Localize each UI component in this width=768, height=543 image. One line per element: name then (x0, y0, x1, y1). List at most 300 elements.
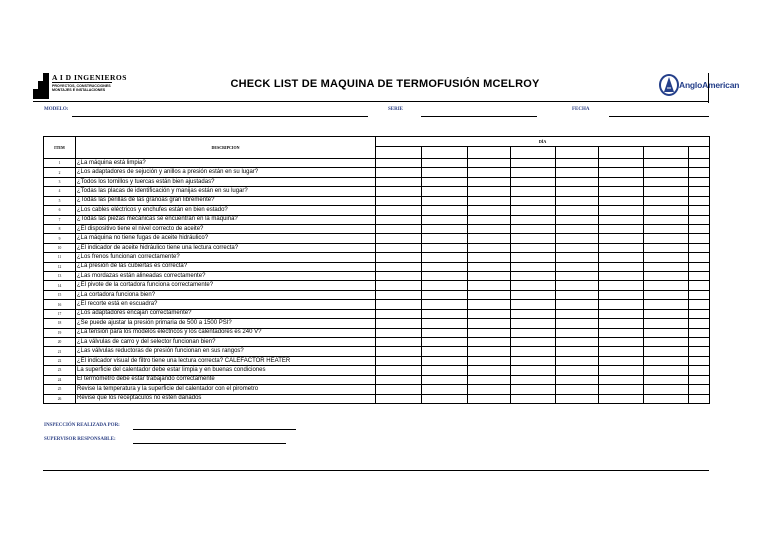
check-cell[interactable] (689, 206, 710, 215)
check-cell[interactable] (599, 366, 644, 375)
check-cell[interactable] (511, 366, 556, 375)
check-cell[interactable] (468, 338, 511, 347)
item-number: 5 (44, 196, 76, 205)
check-cell[interactable] (556, 234, 599, 243)
dia-col-7 (644, 147, 689, 159)
check-cell[interactable] (511, 206, 556, 215)
check-cell[interactable] (689, 300, 710, 309)
check-cell[interactable] (599, 243, 644, 252)
check-cell[interactable] (468, 177, 511, 186)
check-cell[interactable] (511, 281, 556, 290)
check-cell[interactable] (644, 309, 689, 318)
table-row (44, 375, 710, 384)
table-row (44, 281, 710, 290)
table-row (44, 253, 710, 262)
table-row (44, 300, 710, 309)
check-cell[interactable] (689, 319, 710, 328)
check-cell[interactable] (644, 300, 689, 309)
check-cell[interactable] (422, 224, 468, 233)
check-cell[interactable] (644, 375, 689, 384)
anglo-american-mark-icon (658, 73, 680, 97)
item-number: 9 (44, 234, 76, 243)
check-cell[interactable] (556, 159, 599, 168)
check-cell[interactable] (422, 338, 468, 347)
check-cell[interactable] (599, 206, 644, 215)
check-cell[interactable] (422, 272, 468, 281)
check-cell[interactable] (511, 253, 556, 262)
check-cell[interactable] (556, 347, 599, 356)
fecha-label: FECHA (572, 107, 590, 112)
check-cell[interactable] (689, 394, 710, 403)
item-description: ¿Las válvulas reductoras de presión funcionan en sus rangos? (76, 347, 376, 356)
check-cell[interactable] (511, 338, 556, 347)
item-description: ¿Los adaptadores encajan correctamente? (76, 309, 376, 318)
check-cell[interactable] (689, 281, 710, 290)
check-cell[interactable] (644, 196, 689, 205)
table-row (44, 366, 710, 375)
check-cell[interactable] (556, 385, 599, 394)
check-cell[interactable] (689, 272, 710, 281)
item-description: El termómetro debe estar trabajando correctamente (76, 375, 376, 384)
check-cell[interactable] (468, 300, 511, 309)
check-cell[interactable] (689, 187, 710, 196)
check-cell[interactable] (468, 234, 511, 243)
check-cell[interactable] (511, 319, 556, 328)
table-row (44, 338, 710, 347)
check-cell[interactable] (468, 356, 511, 365)
table-row (44, 272, 710, 281)
fecha-line[interactable] (609, 116, 709, 117)
check-cell[interactable] (468, 290, 511, 299)
check-cell[interactable] (644, 224, 689, 233)
checklist-body (44, 159, 710, 404)
check-cell[interactable] (376, 253, 422, 262)
check-cell[interactable] (422, 243, 468, 252)
tagline-line-1: PROYECTOS, CONSTRUCCIONES (52, 84, 111, 88)
check-cell[interactable] (644, 347, 689, 356)
check-cell[interactable] (468, 281, 511, 290)
check-cell[interactable] (599, 300, 644, 309)
table-row (44, 234, 710, 243)
check-cell[interactable] (468, 243, 511, 252)
check-cell[interactable] (376, 356, 422, 365)
check-cell[interactable] (422, 319, 468, 328)
check-cell[interactable] (376, 234, 422, 243)
page-title: CHECK LIST DE MAQUINA DE TERMOFUSIÓN MCELROY (230, 78, 540, 90)
check-cell[interactable] (599, 338, 644, 347)
check-cell[interactable] (376, 309, 422, 318)
check-cell[interactable] (599, 159, 644, 168)
dia-col-6 (599, 147, 644, 159)
check-cell[interactable] (599, 224, 644, 233)
item-description: ¿Todas las placas de identificación y manijas están en su lugar? (76, 187, 376, 196)
check-cell[interactable] (511, 300, 556, 309)
item-description: ¿Los adaptadores de sejución y anillos a presión están en su lugar? (76, 168, 376, 177)
check-cell[interactable] (376, 224, 422, 233)
table-row (44, 243, 710, 252)
check-cell[interactable] (599, 262, 644, 271)
check-cell[interactable] (376, 319, 422, 328)
check-cell[interactable] (376, 196, 422, 205)
check-cell[interactable] (644, 394, 689, 403)
check-cell[interactable] (511, 215, 556, 224)
check-cell[interactable] (376, 375, 422, 384)
check-cell[interactable] (556, 243, 599, 252)
check-cell[interactable] (511, 187, 556, 196)
item-number: 6 (44, 206, 76, 215)
item-description: ¿El dispositivo tiene el nivel correcto de aceite? (76, 224, 376, 233)
check-cell[interactable] (689, 168, 710, 177)
check-cell[interactable] (599, 375, 644, 384)
check-cell[interactable] (468, 224, 511, 233)
check-cell[interactable] (422, 375, 468, 384)
table-row (44, 177, 710, 186)
check-cell[interactable] (376, 177, 422, 186)
check-cell[interactable] (422, 300, 468, 309)
check-cell[interactable] (556, 319, 599, 328)
item-number: 2 (44, 168, 76, 177)
check-cell[interactable] (468, 394, 511, 403)
check-cell[interactable] (644, 272, 689, 281)
check-cell[interactable] (556, 356, 599, 365)
item-description: ¿La tensión para los modelos eléctricos y los calentadores es 240 V? (76, 328, 376, 337)
check-cell[interactable] (689, 385, 710, 394)
check-cell[interactable] (422, 347, 468, 356)
item-number: 17 (44, 309, 76, 318)
check-cell[interactable] (511, 328, 556, 337)
table-row (44, 187, 710, 196)
item-number: 14 (44, 281, 76, 290)
check-cell[interactable] (376, 338, 422, 347)
check-cell[interactable] (422, 328, 468, 337)
check-cell[interactable] (689, 375, 710, 384)
check-cell[interactable] (556, 196, 599, 205)
check-cell[interactable] (556, 309, 599, 318)
table-row (44, 262, 710, 271)
item-number: 26 (44, 394, 76, 403)
dia-header: DÍA (376, 137, 710, 147)
check-cell[interactable] (556, 253, 599, 262)
table-row (44, 215, 710, 224)
check-cell[interactable] (422, 253, 468, 262)
checklist-table (43, 136, 710, 404)
check-cell[interactable] (599, 356, 644, 365)
check-cell[interactable] (689, 196, 710, 205)
check-cell[interactable] (689, 262, 710, 271)
check-cell[interactable] (511, 168, 556, 177)
item-number: 10 (44, 243, 76, 252)
table-row (44, 159, 710, 168)
dia-col-4 (511, 147, 556, 159)
check-cell[interactable] (689, 328, 710, 337)
check-cell[interactable] (644, 366, 689, 375)
check-cell[interactable] (422, 187, 468, 196)
check-cell[interactable] (556, 281, 599, 290)
check-cell[interactable] (644, 385, 689, 394)
check-cell[interactable] (599, 196, 644, 205)
check-cell[interactable] (599, 168, 644, 177)
item-description: ¿Todos los tornillos y tuercas están bien ajustadas? (76, 177, 376, 186)
check-cell[interactable] (644, 328, 689, 337)
check-cell[interactable] (511, 262, 556, 271)
item-number: 15 (44, 290, 76, 299)
check-cell[interactable] (422, 206, 468, 215)
check-cell[interactable] (422, 366, 468, 375)
item-number: 4 (44, 187, 76, 196)
item-number: 12 (44, 262, 76, 271)
check-cell[interactable] (599, 187, 644, 196)
item-number: 20 (44, 338, 76, 347)
check-cell[interactable] (689, 243, 710, 252)
check-cell[interactable] (422, 290, 468, 299)
table-row (44, 309, 710, 318)
check-cell[interactable] (689, 309, 710, 318)
check-cell[interactable] (376, 215, 422, 224)
check-cell[interactable] (468, 347, 511, 356)
check-cell[interactable] (468, 168, 511, 177)
check-cell[interactable] (376, 168, 422, 177)
item-number: 19 (44, 328, 76, 337)
check-cell[interactable] (468, 272, 511, 281)
check-cell[interactable] (468, 328, 511, 337)
client-logo-text: AngloAmerican (679, 80, 740, 90)
check-cell[interactable] (511, 234, 556, 243)
inspeccion-line[interactable] (133, 429, 296, 430)
item-description: ¿Los frenos funcionan correctamente? (76, 253, 376, 262)
check-cell[interactable] (689, 159, 710, 168)
check-cell[interactable] (599, 385, 644, 394)
item-description: ¿Los cables eléctricos y enchufes están en bien estado? (76, 206, 376, 215)
table-row (44, 224, 710, 233)
check-cell[interactable] (376, 347, 422, 356)
check-cell[interactable] (689, 366, 710, 375)
company-name: A I D INGENIEROS (52, 73, 127, 82)
check-cell[interactable] (468, 319, 511, 328)
check-cell[interactable] (599, 319, 644, 328)
check-cell[interactable] (422, 159, 468, 168)
item-header: ITEM (44, 137, 76, 159)
serie-line[interactable] (421, 116, 537, 117)
check-cell[interactable] (468, 309, 511, 318)
check-cell[interactable] (556, 300, 599, 309)
check-cell[interactable] (599, 272, 644, 281)
check-cell[interactable] (468, 196, 511, 205)
check-cell[interactable] (644, 177, 689, 186)
table-row (44, 394, 710, 403)
description-header: DESCRIPCION (76, 137, 376, 159)
check-cell[interactable] (511, 243, 556, 252)
check-cell[interactable] (422, 385, 468, 394)
check-cell[interactable] (689, 234, 710, 243)
tagline-line-2: MONTAJES E INSTALACIONES (52, 88, 106, 92)
item-number: 23 (44, 366, 76, 375)
check-cell[interactable] (644, 338, 689, 347)
check-cell[interactable] (376, 366, 422, 375)
item-description: ¿La presión de las cubiertas es correcta? (76, 262, 376, 271)
check-cell[interactable] (599, 309, 644, 318)
check-cell[interactable] (599, 253, 644, 262)
header-right-border (708, 73, 709, 103)
check-cell[interactable] (376, 187, 422, 196)
check-cell[interactable] (556, 375, 599, 384)
check-cell[interactable] (422, 356, 468, 365)
check-cell[interactable] (689, 215, 710, 224)
item-description: ¿La máquina no tiene fugas de aceite hidráulico? (76, 234, 376, 243)
check-cell[interactable] (511, 356, 556, 365)
check-cell[interactable] (511, 385, 556, 394)
check-cell[interactable] (644, 159, 689, 168)
check-cell[interactable] (422, 281, 468, 290)
check-cell[interactable] (468, 385, 511, 394)
check-cell[interactable] (376, 272, 422, 281)
check-cell[interactable] (689, 177, 710, 186)
company-tagline (52, 84, 111, 92)
check-cell[interactable] (689, 253, 710, 262)
item-description: ¿El recorte está en escuadra? (76, 300, 376, 309)
header-divider (33, 101, 709, 102)
check-cell[interactable] (422, 168, 468, 177)
check-cell[interactable] (468, 206, 511, 215)
check-cell[interactable] (556, 187, 599, 196)
check-cell[interactable] (376, 206, 422, 215)
check-cell[interactable] (468, 375, 511, 384)
item-description: ¿La válvulas de carro y del selector funcionan bien? (76, 338, 376, 347)
check-cell[interactable] (599, 394, 644, 403)
item-description: ¿El pivote de la cortadora funciona correctamente? (76, 281, 376, 290)
check-cell[interactable] (556, 262, 599, 271)
check-cell[interactable] (376, 394, 422, 403)
dia-col-5 (556, 147, 599, 159)
check-cell[interactable] (511, 375, 556, 384)
check-cell[interactable] (556, 290, 599, 299)
check-cell[interactable] (689, 338, 710, 347)
check-cell[interactable] (599, 234, 644, 243)
check-cell[interactable] (556, 328, 599, 337)
check-cell[interactable] (511, 159, 556, 168)
check-cell[interactable] (468, 253, 511, 262)
check-cell[interactable] (422, 309, 468, 318)
check-cell[interactable] (422, 262, 468, 271)
table-row (44, 356, 710, 365)
item-description: ¿Todas las piezas mecánicas se encuentran en la máquina? (76, 215, 376, 224)
check-cell[interactable] (644, 206, 689, 215)
check-cell[interactable] (644, 290, 689, 299)
check-cell[interactable] (689, 347, 710, 356)
item-description: ¿Se puede ajustar la presión primaria de 500 a 1500 PSI? (76, 319, 376, 328)
check-cell[interactable] (511, 224, 556, 233)
serie-label: SERIE (388, 107, 404, 112)
check-cell[interactable] (468, 187, 511, 196)
check-cell[interactable] (422, 234, 468, 243)
check-cell[interactable] (376, 290, 422, 299)
modelo-line[interactable] (72, 116, 368, 117)
item-number: 8 (44, 224, 76, 233)
item-description: ¿Todas las perillas de las granoas gran libremente? (76, 196, 376, 205)
check-cell[interactable] (422, 215, 468, 224)
check-cell[interactable] (468, 366, 511, 375)
check-cell[interactable] (556, 272, 599, 281)
check-cell[interactable] (556, 168, 599, 177)
check-cell[interactable] (422, 196, 468, 205)
check-cell[interactable] (599, 328, 644, 337)
check-cell[interactable] (511, 347, 556, 356)
check-cell[interactable] (599, 215, 644, 224)
check-cell[interactable] (599, 347, 644, 356)
item-number: 13 (44, 272, 76, 281)
check-cell[interactable] (644, 243, 689, 252)
check-cell[interactable] (468, 215, 511, 224)
check-cell[interactable] (556, 366, 599, 375)
modelo-label: MODELO: (44, 107, 69, 112)
check-cell[interactable] (376, 385, 422, 394)
item-number: 24 (44, 375, 76, 384)
table-row (44, 196, 710, 205)
check-cell[interactable] (556, 338, 599, 347)
check-cell[interactable] (511, 394, 556, 403)
dia-col-8 (689, 147, 710, 159)
check-cell[interactable] (468, 262, 511, 271)
check-cell[interactable] (511, 196, 556, 205)
check-cell[interactable] (376, 328, 422, 337)
check-cell[interactable] (511, 290, 556, 299)
check-cell[interactable] (556, 224, 599, 233)
check-cell[interactable] (511, 177, 556, 186)
item-number: 18 (44, 319, 76, 328)
check-cell[interactable] (556, 206, 599, 215)
check-cell[interactable] (556, 177, 599, 186)
check-cell[interactable] (376, 281, 422, 290)
check-cell[interactable] (376, 262, 422, 271)
check-cell[interactable] (599, 177, 644, 186)
item-description: ¿El indicador de aceite hidráulico tiene una lectura correcta? (76, 243, 376, 252)
check-cell[interactable] (599, 281, 644, 290)
check-cell[interactable] (468, 159, 511, 168)
check-cell[interactable] (376, 243, 422, 252)
check-cell[interactable] (689, 356, 710, 365)
supervisor-label: SUPERVISOR RESPONSABLE: (44, 437, 116, 442)
check-cell[interactable] (689, 290, 710, 299)
table-row (44, 206, 710, 215)
item-description: ¿La máquina está limpia? (76, 159, 376, 168)
item-description: ¿La cortadora funciona bien? (76, 290, 376, 299)
check-cell[interactable] (376, 159, 422, 168)
check-cell[interactable] (422, 177, 468, 186)
check-cell[interactable] (644, 253, 689, 262)
check-cell[interactable] (376, 300, 422, 309)
check-cell[interactable] (644, 215, 689, 224)
check-cell[interactable] (511, 272, 556, 281)
check-cell[interactable] (422, 394, 468, 403)
check-cell[interactable] (511, 309, 556, 318)
table-row (44, 319, 710, 328)
supervisor-line[interactable] (133, 443, 286, 444)
item-description: ¿Las mordazas están alineadas correctamente? (76, 272, 376, 281)
check-cell[interactable] (644, 319, 689, 328)
check-cell[interactable] (644, 281, 689, 290)
check-cell[interactable] (644, 168, 689, 177)
table-row (44, 347, 710, 356)
check-cell[interactable] (644, 262, 689, 271)
check-cell[interactable] (689, 224, 710, 233)
check-cell[interactable] (644, 187, 689, 196)
check-cell[interactable] (556, 215, 599, 224)
check-cell[interactable] (644, 234, 689, 243)
item-description: ¿El indicador visual de filtro tiene una lectura correcta? CALEFACTOR HEATER (76, 356, 376, 365)
check-cell[interactable] (644, 356, 689, 365)
check-cell[interactable] (599, 290, 644, 299)
inspeccion-label: INSPECCIÓN REALIZADA POR: (44, 423, 120, 428)
check-cell[interactable] (556, 394, 599, 403)
